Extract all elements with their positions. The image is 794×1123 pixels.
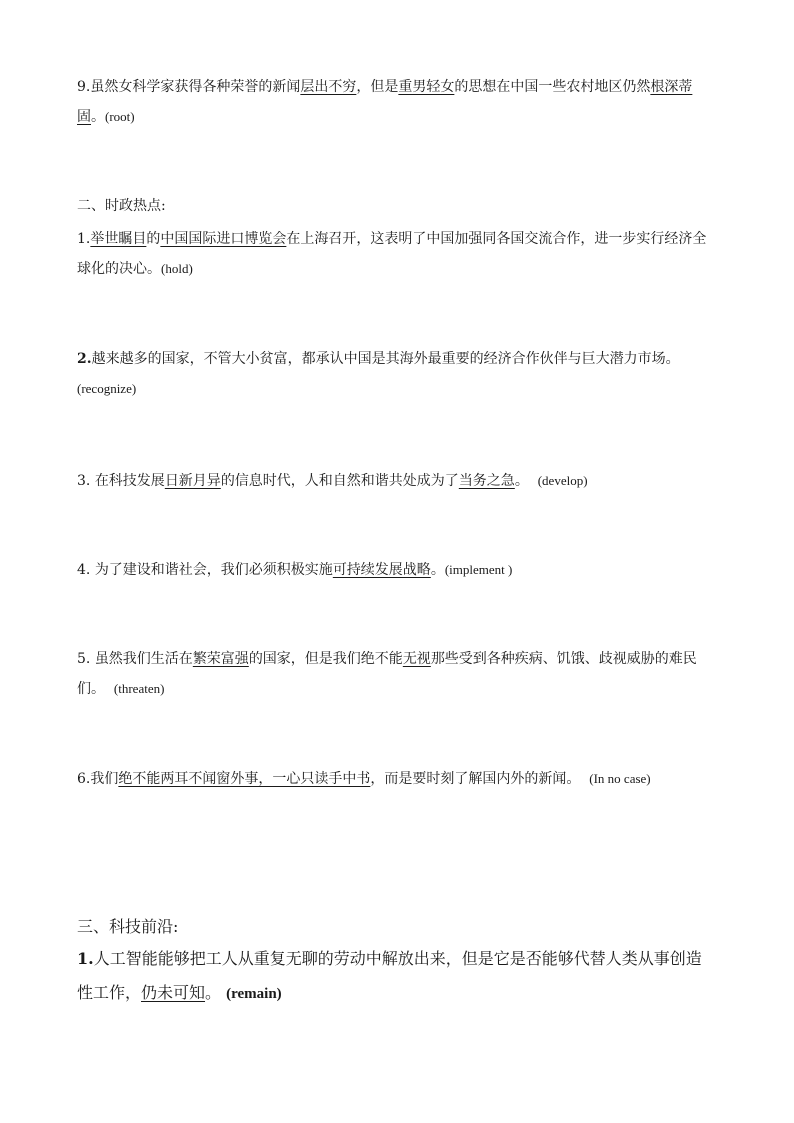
keyword-hint: (remain) [226, 986, 282, 1002]
underlined-phrase: 层出不穷 [300, 79, 357, 95]
text-segment: ，但是 [356, 79, 399, 95]
underlined-phrase: 当务之急 [458, 473, 515, 489]
item-text [77, 942, 717, 1011]
keyword-hint: (implement ) [444, 562, 513, 577]
item-text [77, 555, 717, 585]
item-text [77, 644, 717, 704]
section-3-item-1 [77, 942, 717, 1011]
keyword-hint: (In no case) [589, 771, 651, 786]
section-heading: 二、时政热点: [77, 198, 166, 214]
text-segment: 。 [205, 983, 222, 1002]
section-2-item-3 [77, 466, 717, 496]
section-heading: 三、科技前沿: [77, 917, 179, 936]
item-text [77, 466, 717, 496]
underlined-phrase: 仍未可知 [141, 983, 206, 1002]
item-number: 4. [77, 562, 91, 578]
text-segment: 的 [146, 231, 161, 247]
text-segment: 在上海召开，这表明了中国加强同各国交流合作，进一步实行经济全球化的决心。 [77, 231, 707, 277]
item-number: 9. [77, 79, 91, 95]
section-2 [77, 192, 717, 220]
keyword-hint: (develop) [537, 473, 588, 488]
underlined-phrase: 中国国际进口博览会 [160, 231, 287, 247]
text-segment: 。 [91, 109, 105, 125]
item-9 [77, 72, 717, 132]
item-text [77, 764, 717, 794]
item-9-text [77, 72, 717, 132]
item-number: 1. [77, 949, 94, 968]
text-segment: 虽然我们生活在 [94, 651, 193, 667]
text-segment: 为了建设和谐社会，我们必须积极实施 [94, 562, 333, 578]
section-3 [77, 912, 717, 942]
item-number: 5. [77, 651, 91, 667]
text-segment: 虽然女科学家获得各种荣誉的新闻 [90, 79, 301, 95]
text-segment: 在科技发展 [94, 473, 165, 489]
text-segment: 的思想在中国一些农村地区仍然 [454, 79, 651, 95]
text-segment: 人工智能能够把工人从重复无聊的劳动中解放出来，但是它是否能够代替人类从事创造性工作， [77, 949, 702, 1002]
underlined-phrase: 举世瞩目 [90, 231, 147, 247]
text-segment: 我们 [90, 771, 119, 787]
text-segment: 。 [514, 473, 529, 489]
text-segment: 。 [430, 562, 445, 578]
text-segment: 越来越多的国家，不管大小贫富，都承认中国是其海外最重要的经济合作伙伴与巨大潜力市场。 [91, 351, 680, 367]
section-2-item-1 [77, 224, 717, 284]
section-2-item-5 [77, 644, 717, 704]
text-segment: ，而是要时刻了解国内外的新闻。 [370, 771, 581, 787]
text-segment: 那些受到各种疾病、饥饿、歧视威胁的难民们。 [77, 651, 697, 697]
underlined-phrase: 根深蒂固 [77, 79, 693, 125]
item-text [77, 224, 717, 284]
item-number: 3. [77, 473, 91, 489]
keyword-hint: (recognize) [77, 381, 137, 396]
text-segment: 的国家，但是我们绝不能 [248, 651, 403, 667]
text-segment: 的信息时代，人和自然和谐共处成为了 [220, 473, 459, 489]
underlined-phrase: 重男轻女 [398, 79, 455, 95]
keyword-hint: (root) [105, 109, 135, 124]
section-2-item-2 [77, 344, 717, 404]
keyword-hint: (threaten) [113, 681, 165, 696]
section-2-item-6 [77, 764, 717, 794]
underlined-phrase: 可持续发展战略 [332, 562, 431, 578]
item-number: 1. [77, 231, 91, 247]
underlined-phrase: 繁荣富强 [192, 651, 249, 667]
underlined-phrase: 绝不能两耳不闻窗外事，一心只读手中书 [118, 771, 371, 787]
keyword-hint: (hold) [161, 261, 193, 276]
section-2-item-4 [77, 555, 717, 585]
underlined-phrase: 无视 [402, 651, 431, 667]
item-number: 2. [77, 351, 92, 367]
item-number: 6. [77, 771, 91, 787]
underlined-phrase: 日新月异 [164, 473, 221, 489]
item-text [77, 344, 717, 404]
